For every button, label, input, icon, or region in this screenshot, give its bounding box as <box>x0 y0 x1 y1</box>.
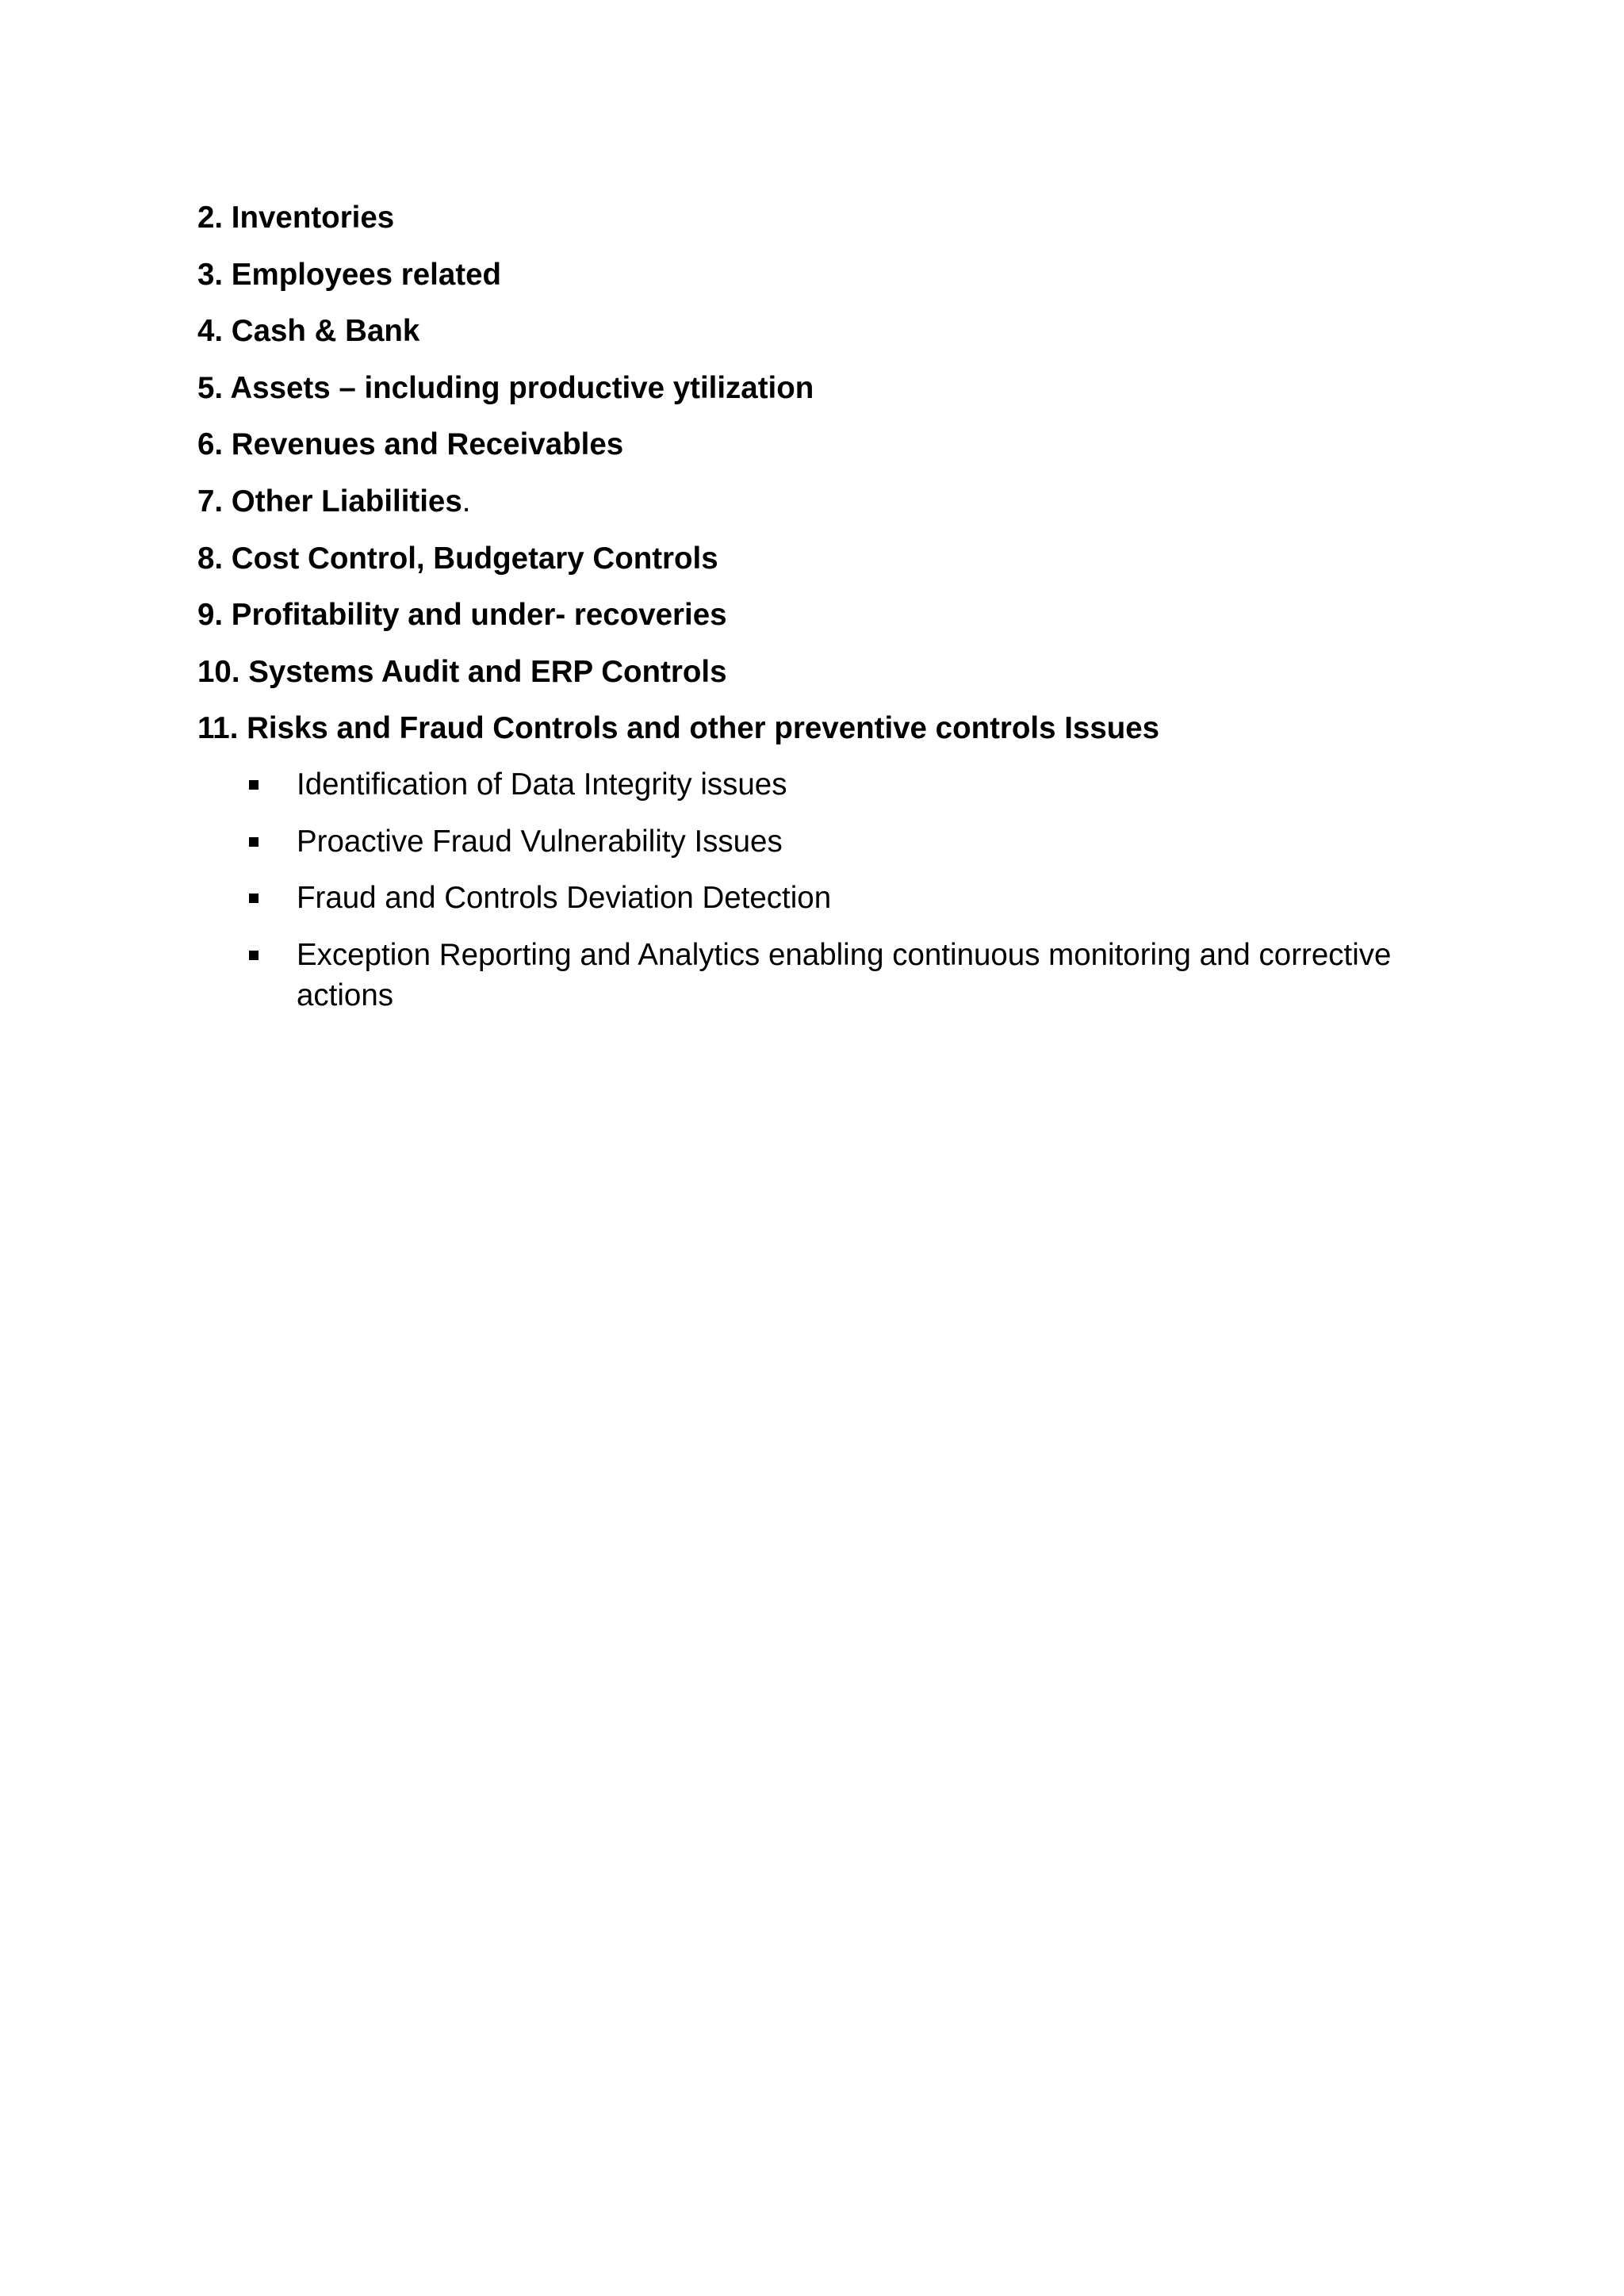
list-item-text: 3. Employees related <box>197 257 502 292</box>
list-item-assets <box>197 367 1159 424</box>
list-item-profitability <box>197 594 1159 651</box>
list-item-text: 4. Cash & Bank <box>197 314 420 349</box>
list-item-text: 2. Inventories <box>197 201 395 235</box>
list-item-systems-audit <box>197 651 1159 708</box>
list-item-text: 8. Cost Control, Budgetary Controls <box>197 541 718 576</box>
bullet-item-text: Fraud and Controls Deviation Detection <box>297 881 832 916</box>
list-item-text: 11. Risks and Fraud Controls and other preventive controls Issues <box>197 711 1160 746</box>
list-item-other-liabilities <box>197 480 1159 538</box>
list-item-text: 9. Profitability and under- recoveries <box>197 598 727 633</box>
list-item-revenues-receivables <box>197 423 1159 480</box>
bullet-item-fraud-vulnerability <box>197 821 1434 863</box>
list-item-text: 10. Systems Audit and ERP Controls <box>197 654 727 689</box>
list-item-inventories <box>197 197 1159 254</box>
list-item-cost-control <box>197 538 1159 595</box>
numbered-list <box>197 197 1159 764</box>
square-bullet-icon <box>249 894 259 903</box>
bullet-item-text: Identification of Data Integrity issues <box>297 767 787 802</box>
list-item-cash-bank <box>197 310 1159 367</box>
list-item-suffix: . <box>462 484 471 519</box>
bullet-item-exception-reporting <box>197 935 1434 1016</box>
square-bullet-icon <box>249 951 259 960</box>
list-item-risks-fraud-controls <box>197 707 1159 764</box>
list-item-text: 7. Other Liabilities <box>197 484 462 519</box>
square-bullet-icon <box>249 780 259 790</box>
bullet-item-text: Exception Reporting and Analytics enabling continuous monitoring and corrective actions <box>297 937 1392 1012</box>
bullet-list <box>197 764 1434 1031</box>
bullet-item-text: Proactive Fraud Vulnerability Issues <box>297 824 783 859</box>
list-item-text: 5. Assets – including productive ytilization <box>197 370 814 405</box>
list-item-employees-related <box>197 254 1159 311</box>
bullet-item-data-integrity <box>197 764 1434 806</box>
bullet-item-deviation-detection <box>197 878 1434 919</box>
list-item-text: 6. Revenues and Receivables <box>197 427 624 462</box>
square-bullet-icon <box>249 837 259 847</box>
